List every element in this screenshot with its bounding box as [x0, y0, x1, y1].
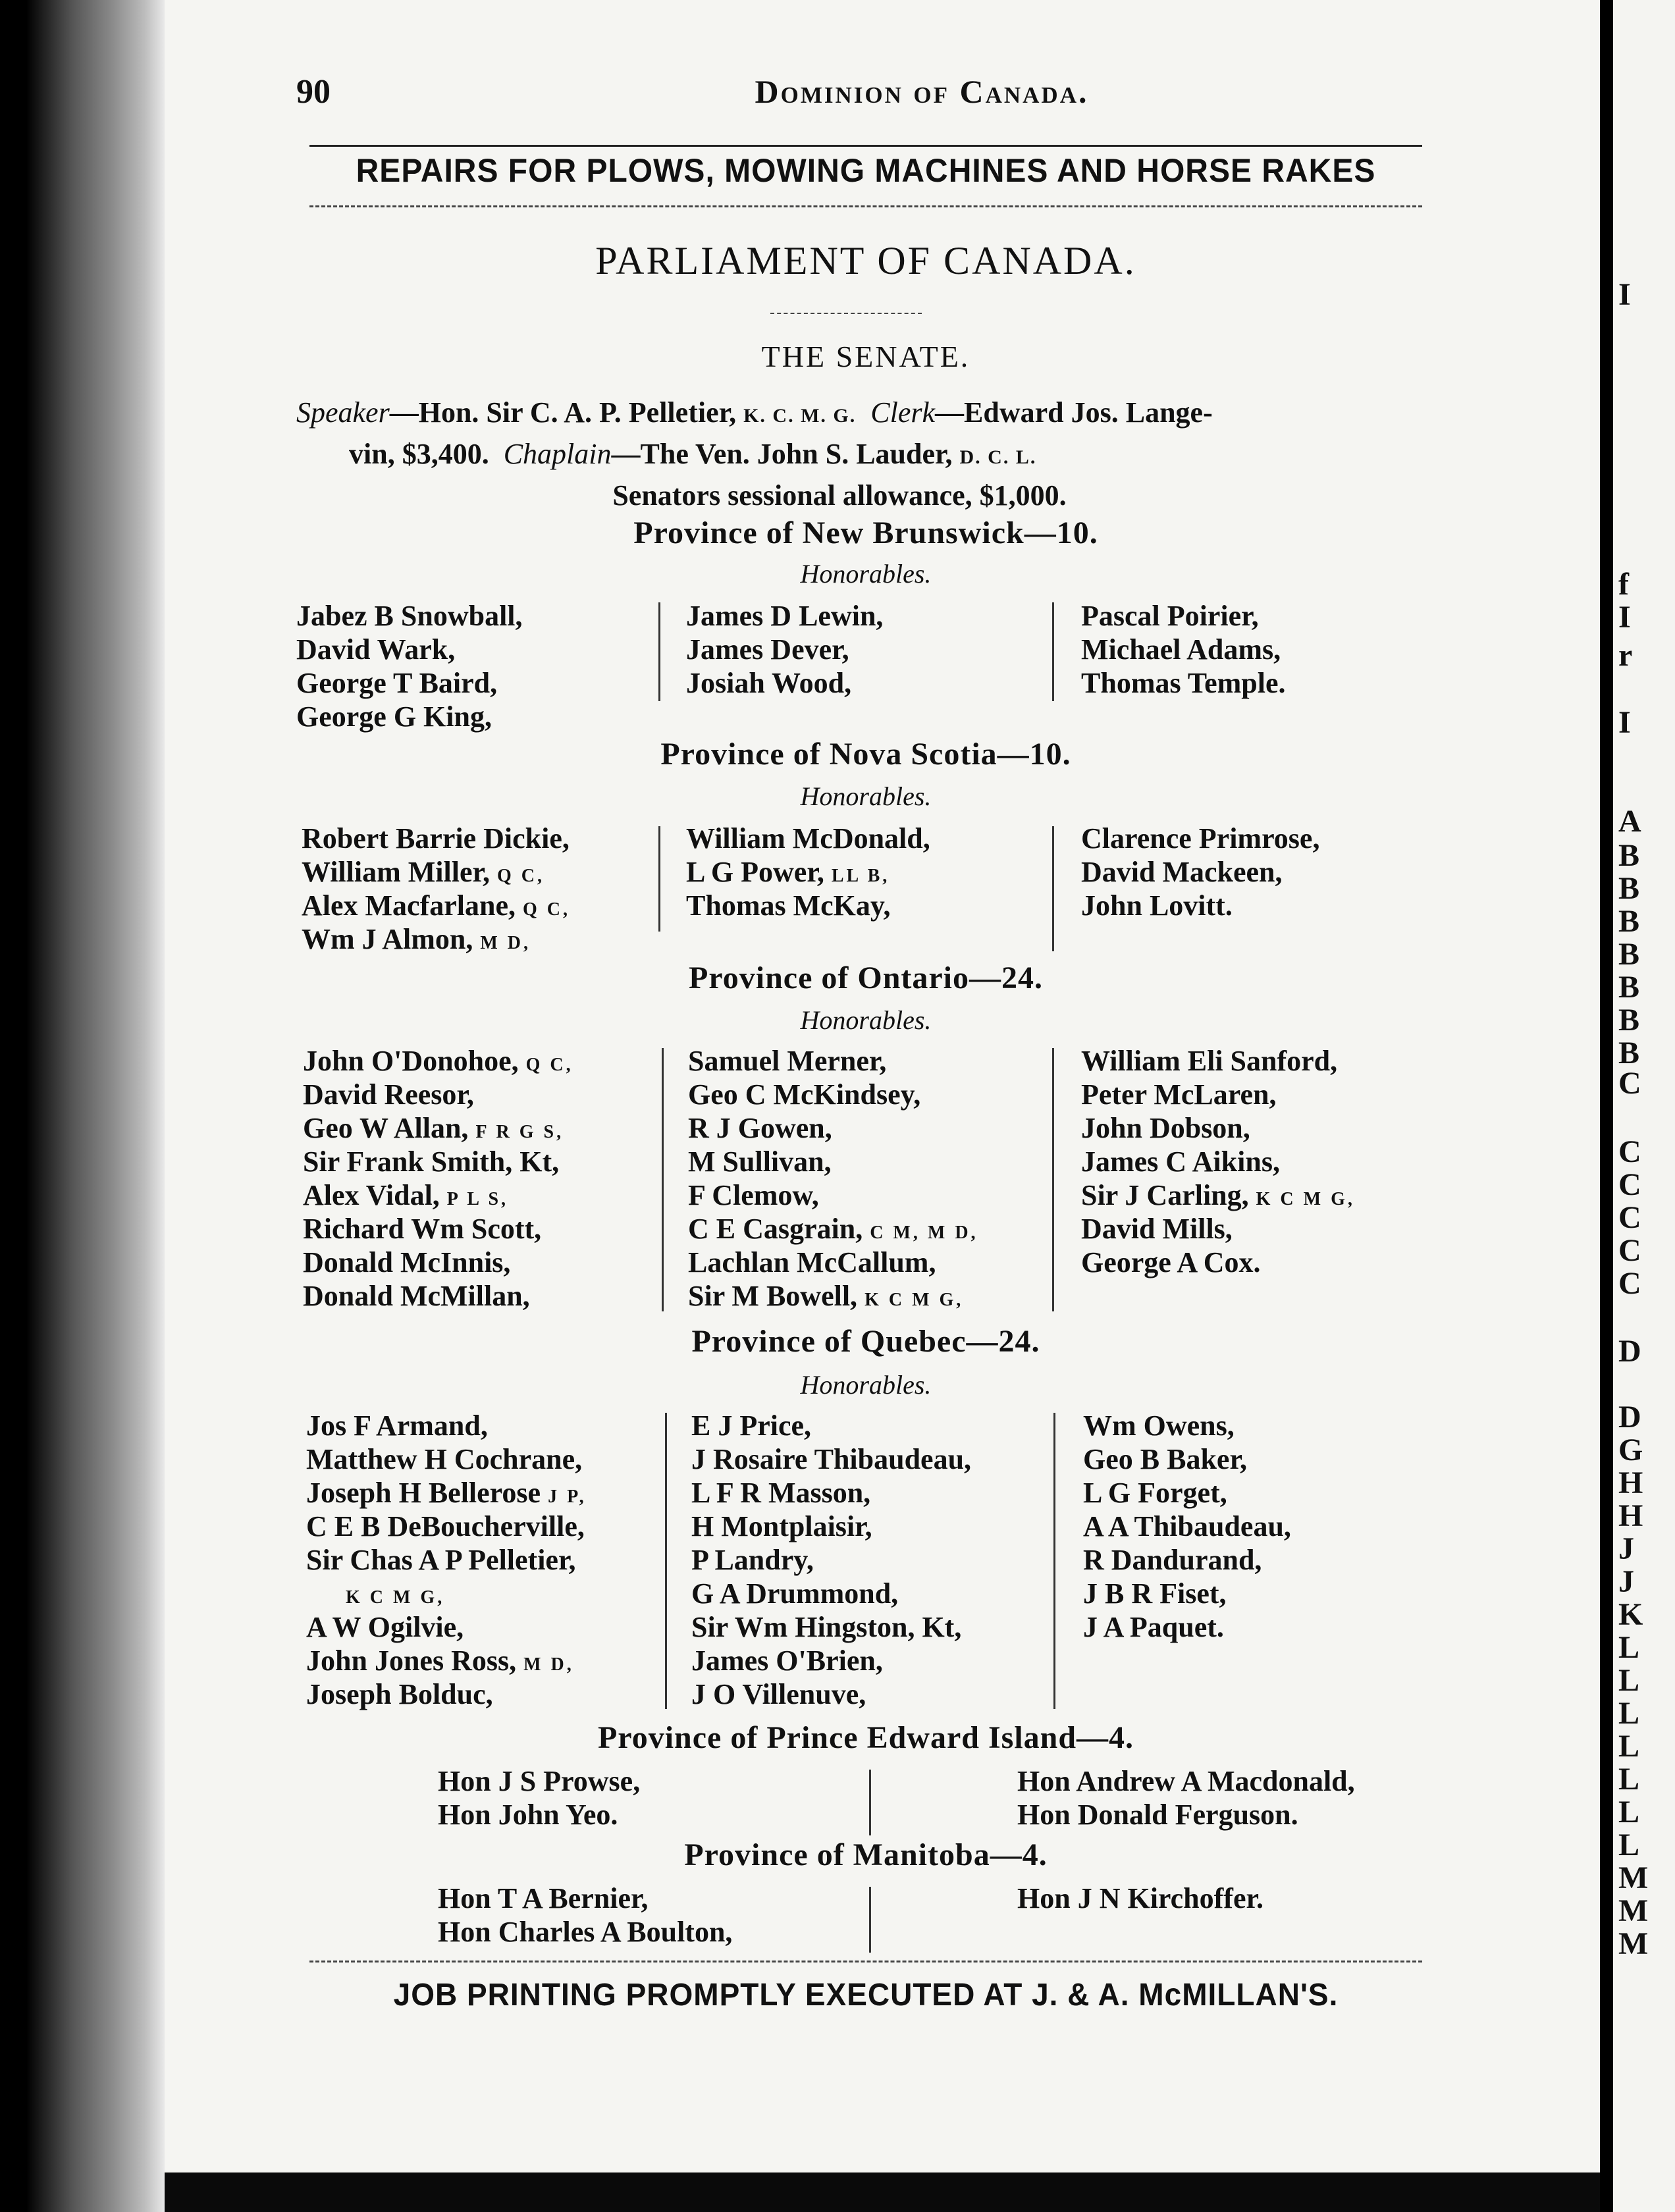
senator-name: L G Power,	[686, 856, 824, 888]
facing-letter: M	[1618, 1893, 1649, 1928]
facing-letter: J	[1618, 1564, 1634, 1599]
clerk-salary: vin, $3,400.	[349, 438, 489, 470]
senators-column-1	[438, 1764, 640, 1831]
senator-name: C E B DeBoucherville,	[306, 1510, 585, 1542]
senators-column-2	[691, 1409, 971, 1711]
senator-name: James D Lewin,	[686, 600, 884, 632]
senator-name: Donald McInnis,	[303, 1246, 511, 1278]
chaplain-honours: D. C. L.	[959, 446, 1037, 468]
senator-name: Sir Chas A P Pelletier,	[306, 1544, 576, 1576]
senator-name: John Lovitt.	[1081, 889, 1233, 922]
senators-column-3	[1081, 822, 1319, 922]
senator-name: Wm J Almon,	[302, 923, 473, 955]
senate-officers	[296, 394, 1422, 515]
facing-letter: I	[1618, 277, 1631, 312]
senator-name: David Mills,	[1081, 1213, 1233, 1245]
senator-name: George A Cox.	[1081, 1246, 1261, 1278]
senator-honours: C M, M D,	[870, 1223, 978, 1243]
facing-letter: H	[1618, 1465, 1643, 1500]
senator-honours: F R G S,	[475, 1122, 564, 1142]
senator-name: Clarence Primrose,	[1081, 822, 1320, 855]
senator-name: Geo W Allan,	[303, 1112, 469, 1144]
column-divider	[662, 1048, 664, 1311]
facing-letter: f	[1618, 567, 1629, 602]
bottom-advertisement-banner: JOB PRINTING PROMPTLY EXECUTED AT J. & A. McMILLAN'S.	[393, 1976, 1339, 2013]
senator-name: Donald McMillan,	[303, 1280, 530, 1312]
senator-honours: LL B,	[831, 866, 890, 886]
senator-name: Hon Donald Ferguson.	[1017, 1799, 1298, 1831]
honorables-label: Honorables.	[800, 1370, 932, 1400]
facing-letter: D	[1618, 1400, 1641, 1435]
senator-honours: Q C,	[496, 866, 545, 886]
senator-name: Thomas Temple.	[1081, 667, 1286, 699]
column-divider	[665, 1413, 667, 1709]
column-divider	[869, 1770, 871, 1835]
senator-name: Alex Vidal,	[303, 1179, 440, 1211]
senate-title: THE SENATE.	[761, 340, 970, 373]
senator-name: William Miller,	[302, 856, 490, 888]
province-heading-manitoba: Province of Manitoba—4.	[684, 1837, 1048, 1872]
speaker-honours: K. C. M. G.	[743, 405, 857, 427]
senator-name: R J Gowen,	[688, 1112, 832, 1144]
senator-name: Sir M Bowell,	[688, 1280, 858, 1312]
senator-name: Geo B Baker,	[1083, 1443, 1247, 1475]
facing-letter: I	[1618, 600, 1631, 635]
senator-name: Joseph H Bellerose	[306, 1477, 541, 1509]
senator-name: Hon Charles A Boulton,	[438, 1916, 733, 1948]
honorables-label: Honorables.	[800, 781, 932, 811]
senators-column-2	[1017, 1882, 1263, 1915]
facing-letter: K	[1618, 1597, 1643, 1632]
senators-column-1	[302, 822, 570, 956]
senator-name: Peter McLaren,	[1081, 1078, 1277, 1111]
senators-column-3	[1081, 599, 1286, 700]
senator-name: Lachlan McCallum,	[688, 1246, 936, 1278]
facing-letter: B	[1618, 904, 1640, 939]
senator-name: Hon T A Bernier,	[438, 1882, 649, 1914]
senators-column-2	[686, 599, 883, 700]
column-divider	[1052, 1048, 1054, 1311]
senator-name: Geo C McKindsey,	[688, 1078, 921, 1111]
senator-name: Jos F Armand,	[306, 1409, 488, 1442]
senators-column-2	[686, 822, 930, 922]
senator-name: E J Price,	[691, 1409, 812, 1442]
senator-name: David Reesor,	[303, 1078, 474, 1111]
speaker-name: —Hon. Sir C. A. P. Pelletier,	[389, 396, 737, 429]
facing-letter: C	[1618, 1134, 1641, 1169]
running-title: Dominion of Canada.	[755, 73, 1089, 110]
facing-letter: C	[1618, 1167, 1641, 1202]
facing-letter: L	[1618, 1630, 1640, 1665]
senators-column-1	[303, 1044, 573, 1313]
senator-name: James C Aikins,	[1081, 1146, 1280, 1178]
facing-letter: B	[1618, 871, 1640, 906]
facing-letter: D	[1618, 1334, 1641, 1369]
senator-name: P Landry,	[691, 1544, 814, 1576]
senator-name: Pascal Poirier,	[1081, 600, 1259, 632]
sessional-allowance: Senators sessional allowance, $1,000.	[612, 479, 1067, 512]
facing-letter: B	[1618, 937, 1640, 972]
senator-name: F Clemow,	[688, 1179, 819, 1211]
senator-name: John O'Donohoe,	[303, 1045, 519, 1077]
senator-name: L G Forget,	[1083, 1477, 1227, 1509]
honorables-label: Honorables.	[800, 1005, 932, 1035]
province-heading-prince-edward-island: Province of Prince Edward Island—4.	[597, 1720, 1134, 1755]
facing-letter: B	[1618, 1003, 1640, 1038]
facing-letter: L	[1618, 1762, 1640, 1797]
senator-name: A A Thibaudeau,	[1083, 1510, 1291, 1542]
facing-letter: G	[1618, 1433, 1643, 1467]
senators-column-3	[1083, 1409, 1291, 1644]
senator-name: Robert Barrie Dickie,	[302, 822, 570, 855]
senator-name: J O Villenuve,	[691, 1678, 866, 1710]
facing-letter: B	[1618, 1036, 1640, 1070]
senator-name: C E Casgrain,	[688, 1213, 863, 1245]
top-banner-rule-upper	[309, 145, 1422, 147]
column-divider	[869, 1887, 871, 1953]
senator-name: J A Paquet.	[1083, 1611, 1224, 1643]
column-divider	[658, 826, 660, 932]
senator-name: George G King,	[296, 700, 492, 733]
senator-name: George T Baird,	[296, 667, 498, 699]
senator-name: Samuel Merner,	[688, 1045, 887, 1077]
senator-honours: K C M G,	[1256, 1189, 1355, 1209]
senator-name: L F R Masson,	[691, 1477, 871, 1509]
running-head	[296, 72, 1547, 125]
facing-letter: C	[1618, 1266, 1641, 1301]
senator-name: Joseph Bolduc,	[306, 1678, 493, 1710]
senator-name: Matthew H Cochrane,	[306, 1443, 583, 1475]
senator-honours: M D,	[480, 933, 531, 953]
province-heading-nova-scotia: Province of Nova Scotia—10.	[660, 737, 1071, 772]
facing-letter: L	[1618, 1663, 1640, 1698]
top-banner-rule-lower	[309, 205, 1422, 207]
speaker-label: Speaker	[296, 396, 390, 429]
facing-letter: C	[1618, 1233, 1641, 1268]
senator-name: J Rosaire Thibaudeau,	[691, 1443, 972, 1475]
senator-name: J B R Fiset,	[1083, 1577, 1227, 1610]
top-advertisement-banner: REPAIRS FOR PLOWS, MOWING MACHINES AND HORSE RAKES	[356, 152, 1376, 190]
title-divider	[770, 313, 922, 314]
senator-name: Sir Frank Smith, Kt,	[303, 1146, 560, 1178]
senator-name: David Mackeen,	[1081, 856, 1283, 888]
facing-letter: C	[1618, 1200, 1641, 1235]
senator-honours: J P,	[548, 1487, 587, 1507]
facing-letter: L	[1618, 1795, 1640, 1830]
facing-letter: M	[1618, 1926, 1649, 1961]
senator-honours: Q C,	[523, 899, 570, 920]
senator-name: Michael Adams,	[1081, 633, 1281, 666]
senator-honours: K C M G,	[864, 1290, 964, 1310]
senator-name: Sir J Carling,	[1081, 1179, 1249, 1211]
clerk-label: Clerk	[870, 396, 936, 429]
senator-name: Richard Wm Scott,	[303, 1213, 542, 1245]
senators-column-1	[438, 1882, 732, 1949]
senator-name: Alex Macfarlane,	[302, 889, 516, 922]
senator-name: Thomas McKay,	[686, 889, 891, 922]
facing-letter: B	[1618, 838, 1640, 873]
senators-column-3	[1081, 1044, 1355, 1279]
province-heading-ontario: Province of Ontario—24.	[688, 961, 1044, 995]
senator-honours: P L S,	[446, 1189, 509, 1209]
senator-honours: Q C,	[525, 1055, 573, 1075]
senator-name: Hon John Yeo.	[438, 1799, 618, 1831]
honorables-label: Honorables.	[800, 559, 932, 589]
clerk-name: —Edward Jos. Lange-	[935, 396, 1213, 429]
senators-column-2	[688, 1044, 978, 1313]
facing-letter: L	[1618, 1696, 1640, 1731]
facing-letter: r	[1618, 638, 1633, 673]
senator-name: Hon J N Kirchoffer.	[1017, 1882, 1263, 1914]
column-divider	[1052, 826, 1054, 951]
senator-name: Jabez B Snowball,	[296, 600, 523, 632]
senator-name: David Wark,	[296, 633, 456, 666]
facing-letter: A	[1618, 804, 1641, 839]
senator-name: Hon Andrew A Macdonald,	[1017, 1765, 1355, 1797]
senator-name: William McDonald,	[686, 822, 930, 855]
column-divider	[1052, 602, 1054, 701]
senator-name: William Eli Sanford,	[1081, 1045, 1338, 1077]
facing-letter: J	[1618, 1531, 1634, 1566]
scan-bottom-edge	[165, 2172, 1600, 2212]
senator-name: A W Ogilvie,	[306, 1611, 464, 1643]
facing-letter: L	[1618, 1729, 1640, 1764]
facing-letter: I	[1618, 705, 1631, 740]
facing-page-edge	[1607, 0, 1675, 2212]
senator-name: Wm Owens,	[1083, 1409, 1235, 1442]
senator-name: John Jones Ross,	[306, 1645, 517, 1677]
chaplain-name: —The Ven. John S. Lauder,	[611, 438, 953, 470]
senators-column-1	[306, 1409, 587, 1711]
senator-name: James O'Brien,	[691, 1645, 883, 1677]
facing-letter: B	[1618, 970, 1640, 1005]
senator-name: John Dobson,	[1081, 1112, 1250, 1144]
senator-honours: M D,	[523, 1654, 574, 1675]
senator-name: H Montplaisir,	[691, 1510, 872, 1542]
chaplain-label: Chaplain	[503, 438, 612, 470]
senators-column-2	[1017, 1764, 1355, 1831]
page-number: 90	[296, 73, 331, 111]
senator-name: Josiah Wood,	[686, 667, 852, 699]
facing-letter: M	[1618, 1860, 1649, 1895]
main-title: PARLIAMENT OF CANADA.	[595, 239, 1136, 282]
senators-column-1	[296, 599, 523, 733]
province-heading-new-brunswick: Province of New Brunswick—10.	[633, 515, 1098, 550]
book-gutter	[0, 0, 165, 2212]
senator-name: R Dandurand,	[1083, 1544, 1262, 1576]
column-divider	[1053, 1413, 1055, 1709]
senator-name: Sir Wm Hingston, Kt,	[691, 1611, 962, 1643]
bottom-banner-rule	[309, 1961, 1422, 1962]
senator-name: G A Drummond,	[691, 1577, 899, 1610]
senator-name: Hon J S Prowse,	[438, 1765, 641, 1797]
senator-name: M Sullivan,	[688, 1146, 832, 1178]
senator-honours: K C M G,	[346, 1587, 445, 1608]
facing-letter: L	[1618, 1828, 1640, 1862]
column-divider	[658, 602, 660, 701]
facing-letter: C	[1618, 1066, 1641, 1101]
province-heading-quebec: Province of Quebec—24.	[691, 1324, 1040, 1359]
facing-letter: H	[1618, 1498, 1643, 1533]
senator-name: James Dever,	[686, 633, 849, 666]
